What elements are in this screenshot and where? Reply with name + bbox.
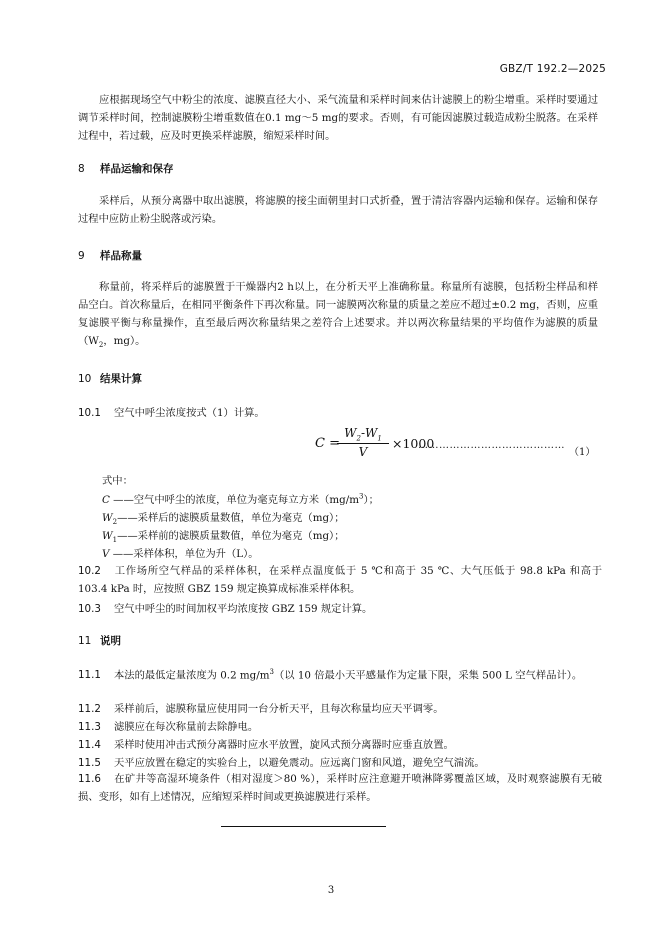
section-10-heading <box>78 371 142 386</box>
definition-tail: ）； <box>363 494 379 506</box>
item-10-2 <box>78 562 602 598</box>
formula-leader-dots: …………………………………… <box>418 440 565 451</box>
item-tail: （以 10 倍最小天平感量作为定量下限，采集 500 L 空气样品计）。 <box>273 669 583 682</box>
symbol-w1: W <box>365 426 378 440</box>
definition-v <box>102 545 259 562</box>
item-text: 工作场所空气样品的采样体积，在采样点温度低于 5 ℃和高于 35 ℃、大气压低于 98.8 kPa 和高于 103.4 kPa 时，应按照 GBZ 159 规定换算成标准采样体积。 <box>78 565 602 595</box>
formula-equals: = <box>329 436 340 451</box>
formula-1 <box>315 426 605 466</box>
symbol: W <box>102 512 113 524</box>
section-9-body <box>78 278 598 354</box>
item-number: 10.1 <box>78 407 101 419</box>
section-9-body-tail: ，mg）。 <box>103 335 146 347</box>
item-11-1 <box>78 663 602 684</box>
item-text: 采样时使用冲击式预分离器时应水平放置，旋风式预分离器时应垂直放置。 <box>114 739 454 751</box>
item-text: 空气中呼尘浓度按式（1）计算。 <box>114 407 265 419</box>
section-9-heading <box>78 248 142 263</box>
section-title: 样品称量 <box>100 250 142 262</box>
minus-sign: - <box>360 426 366 440</box>
symbol: V <box>102 548 110 560</box>
section-number: 8 <box>78 163 85 175</box>
superscript: 3 <box>269 668 274 676</box>
definition-c <box>102 491 379 508</box>
item-10-1 <box>78 404 602 419</box>
where-label: 式中： <box>102 475 133 487</box>
item-number: 11.4 <box>78 739 101 751</box>
subscript: 2 <box>356 434 361 443</box>
item-11-6 <box>78 770 602 806</box>
formula-symbol-c: C <box>315 436 325 451</box>
section-title: 样品运输和保存 <box>100 163 174 175</box>
item-number: 11.2 <box>78 703 101 715</box>
intro-paragraph: 应根据现场空气中粉尘的浓度、滤膜直径大小、采气流量和采样时间来估计滤膜上的粉尘增重。采样时要通过调节采样时间，控制滤膜粉尘增重数值在0.1 mg～5 mg的要求。否则，有可能因滤膜过载造成粉尘脱落。在采样过程中，若过载，应及时更换采样滤膜，缩短采样时间。 <box>78 94 598 142</box>
subscript: 2 <box>98 341 104 350</box>
item-10-3 <box>78 600 602 615</box>
section-8-heading <box>78 161 174 176</box>
definition-w2 <box>102 509 345 526</box>
formula-denominator: V <box>358 445 368 460</box>
section-number: 9 <box>78 250 85 262</box>
section-9-body-text: 称量前，将采样后的滤膜置于干燥器内2 h以上，在分析天平上准确称量。称量所有滤膜，包括粉尘样品和样品空白。首次称量后，在相同平衡条件下再次称量。同一滤膜两次称量的质量之差应不超过±0.2 mg，否则，应重复滤膜平衡与称量操作，直至最后两次称量结果之差符合上述要求。并以两次称量结果的平均值作为滤膜的质量（W <box>78 281 598 347</box>
formula-fraction <box>337 426 389 459</box>
section-8-body: 采样后，从预分离器中取出滤膜，将滤膜的接尘面朝里封口式折叠，置于清洁容器内运输和保存。运输和保存过程中应防止粉尘脱落或污染。 <box>78 195 598 225</box>
subscript: 1 <box>377 434 382 443</box>
item-text: 滤膜应在每次称量前去除静电。 <box>114 721 259 733</box>
item-number: 11.6 <box>78 773 101 785</box>
item-text: 空气中呼尘的时间加权平均浓度按 GBZ 159 规定计算。 <box>114 603 373 615</box>
standard-code-header: GBZ/T 192.2—2025 <box>499 63 606 75</box>
definition-text: ——采样体积，单位为升（L）。 <box>109 548 259 560</box>
formula-numerator <box>337 426 389 444</box>
section-number: 10 <box>78 373 92 385</box>
symbol: W <box>102 530 113 542</box>
subscript: 1 <box>112 536 118 545</box>
section-11-heading <box>78 633 121 648</box>
symbol: C <box>102 494 110 506</box>
item-text: 天平应放置在稳定的实验台上，以避免震动。应远离门窗和风道，避免空气湍流。 <box>114 757 485 769</box>
definition-w1 <box>102 527 345 544</box>
superscript: 3 <box>359 492 364 501</box>
item-11-4 <box>78 736 602 751</box>
item-text: 在矿井等高湿环境条件（相对湿度＞80 %），采样时应注意避开喷淋降雾覆盖区域，及时观察滤膜有无破损、变形，如有上述情况，应缩短采样时间或更换滤膜进行采样。 <box>78 773 602 803</box>
page-number: 3 <box>327 885 335 896</box>
item-11-2 <box>78 700 602 715</box>
definition-text: ——空气中呼尘的浓度，单位为毫克每立方米（mg/m <box>109 494 359 506</box>
item-number: 11.1 <box>78 669 101 682</box>
formula-number: （1） <box>569 447 596 458</box>
definition-text: ——采样前的滤膜质量数值，单位为毫克（mg）； <box>117 530 345 542</box>
item-11-3 <box>78 718 602 733</box>
section-title: 结果计算 <box>100 373 142 385</box>
item-number: 10.3 <box>78 603 101 615</box>
item-text: 本法的最低定量浓度为 0.2 mg/m <box>114 669 270 682</box>
end-rule <box>221 826 386 827</box>
item-number: 10.2 <box>78 565 101 577</box>
subscript: 2 <box>112 518 118 527</box>
section-title: 说明 <box>100 635 121 647</box>
definition-text: ——采样后的滤膜质量数值，单位为毫克（mg）； <box>117 512 345 524</box>
formula-multiplier: ×1000 <box>392 436 435 451</box>
symbol-w2: W <box>344 426 357 440</box>
item-11-5 <box>78 754 602 769</box>
item-number: 11.3 <box>78 721 101 733</box>
item-text: 采样前后，滤膜称量应使用同一台分析天平，且每次称量均应天平调零。 <box>114 703 444 715</box>
item-number: 11.5 <box>78 757 101 769</box>
section-number: 11 <box>78 635 92 647</box>
